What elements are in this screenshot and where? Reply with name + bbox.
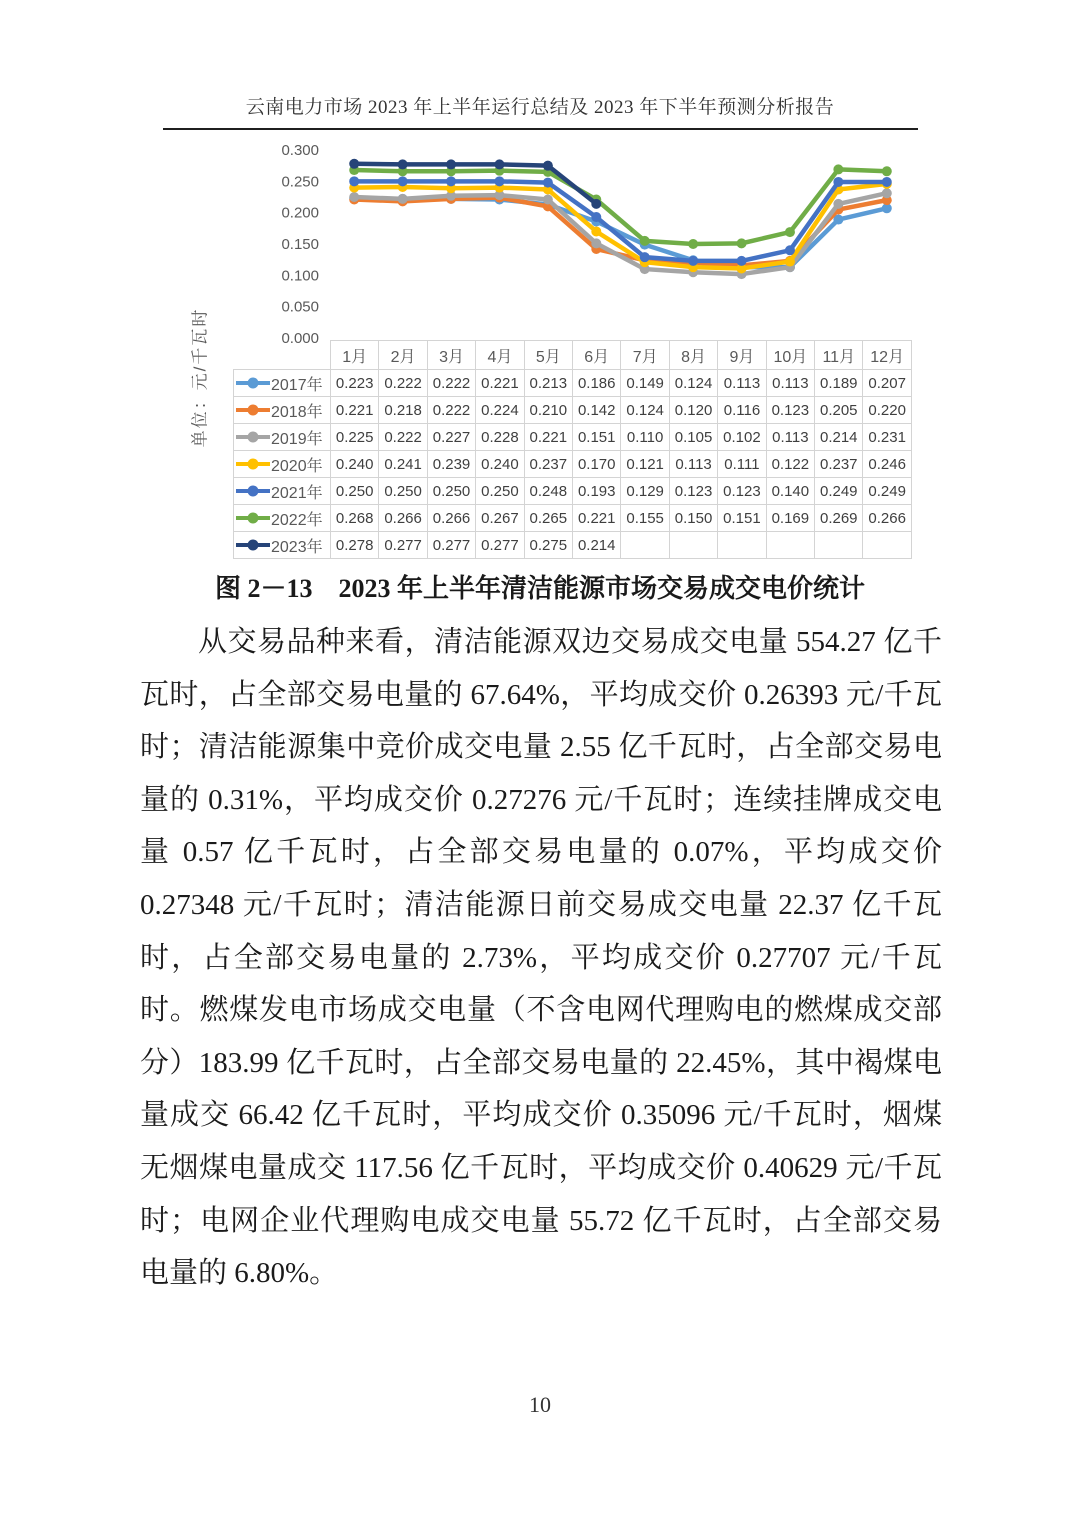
value-cell: 0.149 [621,370,669,397]
data-point-marker [446,176,456,186]
month-header-row [234,341,912,370]
data-point-marker [688,256,698,266]
value-cell: 0.277 [379,532,427,559]
value-cell: 0.221 [573,505,621,532]
value-cell: 0.237 [524,451,572,478]
value-cell: 0.151 [718,505,766,532]
data-point-marker [591,212,601,222]
value-cell: 0.225 [331,424,379,451]
y-tick-label: 0.250 [281,173,319,191]
value-cell: 0.241 [379,451,427,478]
value-cell: 0.169 [766,505,814,532]
body-paragraph: 从交易品种来看，清洁能源双边交易成交电量 554.27 亿千瓦时，占全部交易电量的 67.64%，平均成交价 0.26393 元/千瓦时；清洁能源集中竞价成交电量 2.55 亿千瓦时，占全部交易电量的 0.31%，平均成交价 0.27276 元/千瓦时；连续挂牌成交电量 0.57 亿千瓦时，占全部交易电量的 0.07%，平均成交价 0.27348 元/千瓦时；清洁能源日前交易成交电量 22.37 亿千瓦时，占全部交易电量的 2.73%，平均成交价 0.27707 元/千瓦时。燃煤发电市场成交电量（不含电网代理购电的燃煤成交部分）183.99 亿千瓦时，占全部交易电量的 22.45%，其中褐煤电量成交 66.42 亿千瓦时，平均成交价 0.35096 元/千瓦时，烟煤无烟煤电量成交 117.56 亿千瓦时，平均成交价 0.40629 元/千瓦时；电网企业代理购电成交电量 55.72 亿千瓦时，占全部交易电量的 6.80%。 [140,626,942,1290]
value-cell: 0.189 [815,370,863,397]
month-header-cell: 12月 [863,341,911,370]
series-year-label: 2017年 [271,376,323,394]
price-data-table [233,340,912,559]
value-cell: 0.249 [815,478,863,505]
series-marker-icon [236,431,270,443]
value-cell: 0.170 [573,451,621,478]
month-header-cell: 11月 [815,341,863,370]
series-legend-cell [234,532,331,559]
data-point-marker [737,256,747,266]
data-point-marker [882,188,892,198]
value-cell: 0.228 [476,424,524,451]
value-cell: 0.124 [669,370,717,397]
value-cell: 0.205 [815,397,863,424]
series-year-label: 2021年 [271,484,323,502]
value-cell: 0.213 [524,370,572,397]
value-cell: 0.150 [669,505,717,532]
month-header-cell: 2月 [379,341,427,370]
data-point-marker [833,199,843,209]
data-point-marker [591,238,601,248]
value-cell: 0.250 [427,478,475,505]
series-year-label: 2022年 [271,511,323,529]
data-point-marker [640,236,650,246]
series-year-label: 2019年 [271,430,323,448]
value-cell: 0.113 [718,370,766,397]
table-row [234,532,912,559]
month-header-cell: 8月 [669,341,717,370]
value-cell: 0.227 [427,424,475,451]
value-cell: 0.124 [621,397,669,424]
value-cell: 0.275 [524,532,572,559]
month-header-cell: 3月 [427,341,475,370]
data-point-marker [494,159,504,169]
value-cell: 0.214 [573,532,621,559]
series-marker-icon [236,377,270,389]
series-year-label: 2020年 [271,457,323,475]
series-legend-cell [234,424,331,451]
value-cell: 0.223 [331,370,379,397]
value-cell: 0.220 [863,397,911,424]
value-cell: 0.105 [669,424,717,451]
value-cell: 0.250 [331,478,379,505]
table-row [234,397,912,424]
value-cell: 0.155 [621,505,669,532]
value-cell [863,532,911,559]
data-point-marker [543,161,553,171]
value-cell: 0.277 [427,532,475,559]
series-marker-icon [236,404,270,416]
y-tick-label: 0.200 [281,204,319,222]
data-point-marker [349,159,359,169]
series-marker-icon [236,485,270,497]
month-header-cell: 9月 [718,341,766,370]
data-point-marker [543,195,553,205]
value-cell: 0.123 [718,478,766,505]
value-cell: 0.224 [476,397,524,424]
value-cell: 0.237 [815,451,863,478]
y-tick-label: 0.150 [281,236,319,253]
data-point-marker [349,176,359,186]
data-point-marker [640,252,650,262]
value-cell: 0.210 [524,397,572,424]
series-legend-cell [234,397,331,424]
table-row [234,370,912,397]
data-point-marker [833,164,843,174]
value-cell: 0.123 [766,397,814,424]
series-marker-icon [236,539,270,551]
value-cell: 0.222 [379,424,427,451]
table-row [234,424,912,451]
value-cell: 0.113 [669,451,717,478]
value-cell: 0.120 [669,397,717,424]
table-row [234,451,912,478]
data-point-marker [737,238,747,248]
value-cell: 0.186 [573,370,621,397]
value-cell: 0.151 [573,424,621,451]
value-cell: 0.214 [815,424,863,451]
value-cell: 0.269 [815,505,863,532]
header-divider [163,128,918,130]
table-row [234,478,912,505]
value-cell: 0.140 [766,478,814,505]
data-point-marker [833,177,843,187]
value-cell: 0.193 [573,478,621,505]
series-marker-icon [236,512,270,524]
value-cell [815,532,863,559]
value-cell: 0.266 [379,505,427,532]
value-cell: 0.122 [766,451,814,478]
value-cell: 0.265 [524,505,572,532]
value-cell [718,532,766,559]
value-cell: 0.110 [621,424,669,451]
value-cell: 0.113 [766,424,814,451]
month-header-cell: 7月 [621,341,669,370]
value-cell [766,532,814,559]
series-legend-cell [234,451,331,478]
series-legend-cell [234,478,331,505]
value-cell: 0.221 [476,370,524,397]
data-point-marker [398,176,408,186]
series-year-label: 2018年 [271,403,323,421]
data-point-marker [494,176,504,186]
month-header-cell: 6月 [573,341,621,370]
data-point-marker [349,192,359,202]
figure-caption: 图 2－13 2023 年上半年清洁能源市场交易成交电价统计 [214,574,865,603]
series-year-label: 2023年 [271,538,323,556]
y-axis-unit-label: 单位：元/千瓦时 [190,307,210,448]
value-cell: 0.246 [863,451,911,478]
value-cell: 0.250 [476,478,524,505]
value-cell: 0.266 [427,505,475,532]
value-cell: 0.111 [718,451,766,478]
data-point-marker [882,166,892,176]
data-point-marker [785,257,795,267]
value-cell: 0.222 [379,370,427,397]
data-point-marker [398,194,408,204]
value-cell: 0.277 [476,532,524,559]
page-number: 10 [529,1392,551,1417]
data-point-marker [785,245,795,255]
month-header-cell: 4月 [476,341,524,370]
value-cell: 0.102 [718,424,766,451]
value-cell: 0.222 [427,370,475,397]
value-cell: 0.116 [718,397,766,424]
value-cell: 0.239 [427,451,475,478]
value-cell: 0.129 [621,478,669,505]
y-tick-label: 0.050 [281,298,319,316]
data-point-marker [688,239,698,249]
value-cell: 0.240 [476,451,524,478]
value-cell: 0.249 [863,478,911,505]
y-tick-label: 0.300 [281,142,319,159]
value-cell: 0.250 [379,478,427,505]
data-point-marker [543,178,553,188]
value-cell: 0.231 [863,424,911,451]
value-cell: 0.266 [863,505,911,532]
value-cell: 0.221 [331,397,379,424]
value-cell: 0.267 [476,505,524,532]
value-cell: 0.268 [331,505,379,532]
data-point-marker [882,177,892,187]
series-legend-cell [234,370,331,397]
data-point-marker [398,159,408,169]
value-cell: 0.142 [573,397,621,424]
value-cell: 0.221 [524,424,572,451]
value-cell [669,532,717,559]
series-marker-icon [236,458,270,470]
value-cell: 0.278 [331,532,379,559]
value-cell: 0.207 [863,370,911,397]
y-tick-label: 0.000 [281,330,319,347]
value-cell: 0.113 [766,370,814,397]
month-header-cell: 10月 [766,341,814,370]
table-row [234,505,912,532]
data-point-marker [785,227,795,237]
price-line-chart [233,140,911,347]
value-cell: 0.123 [669,478,717,505]
value-cell: 0.222 [427,397,475,424]
series-legend-cell [234,505,331,532]
month-header-cell: 5月 [524,341,572,370]
data-point-marker [591,199,601,209]
figure-2-13 [190,140,911,559]
data-point-marker [446,159,456,169]
value-cell: 0.218 [379,397,427,424]
data-point-marker [591,226,601,236]
value-cell: 0.121 [621,451,669,478]
value-cell: 0.248 [524,478,572,505]
month-header-cell: 1月 [331,341,379,370]
y-tick-label: 0.100 [281,267,319,285]
document-header-title: 云南电力市场 2023 年上半年运行总结及 2023 年下半年预测分析报告 [245,97,835,118]
value-cell: 0.240 [331,451,379,478]
value-cell [621,532,669,559]
